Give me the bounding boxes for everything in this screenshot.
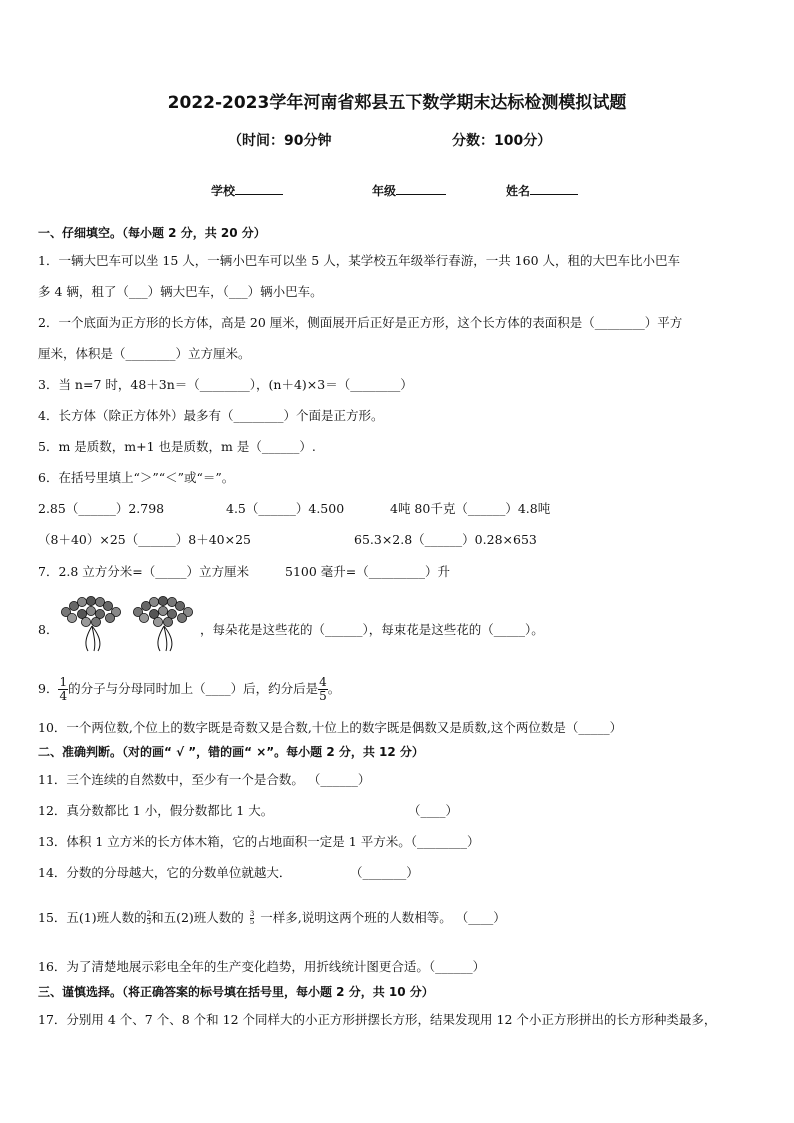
fraction-one-quarter: $\frac{1}{4}$ [59, 675, 68, 703]
question-6: 6．在括号里填上“＞”“＜”或“＝”。 [38, 470, 235, 485]
question-8-text: ，每朵花是这些花的（______），每束花是这些花的（_____）。 [200, 622, 544, 637]
question-7-part-a: 7．2.8 立方分米=（_____）立方厘米 [38, 564, 250, 579]
question-13: 13．体积 1 立方米的长方体木箱，它的占地面积一定是 1 平方米。（________） [38, 834, 480, 849]
question-3: 3．当 n=7 时，48＋3n＝（________），(n＋4)×3＝（________） [38, 377, 413, 392]
question-9: 9． $\frac{1}{4}$ 的分子与分母同时加上（____）后，约分后是 $\frac{4}{5}$ 。 [38, 675, 341, 703]
question-14: 14．分数的分母越大，它的分数单位就越大． [38, 865, 292, 880]
question-9-text: 的分子与分母同时加上（____）后，约分后是 [68, 681, 319, 696]
section-2-heading: 二、准确判断。（对的画“ √ ”，错的画“ ×”。每小题 2 分，共 12 分） [38, 745, 424, 759]
school-field[interactable]: 学校 [211, 182, 283, 199]
page-title: 2022-2023学年河南省郏县五下数学期末达标检测模拟试题 [167, 93, 627, 113]
question-6-item-b: 4.5（______）4.500 [226, 501, 345, 516]
question-1-line-2: 多 4 辆，租了（___）辆大巴车，（___）辆小巴车。 [38, 284, 323, 299]
question-7-part-b: 5100 毫升=（_________）升 [285, 564, 451, 579]
question-16: 16．为了清楚地展示彩电全年的生产变化趋势，用折线统计图更合适。（______） [38, 959, 486, 974]
exam-time: （时间：90分钟 [228, 133, 332, 149]
question-15: 15．五(1)班人数的 $\frac{2}{3}$ 和五(2)班人数的 $\frac{3}{5}$ 一样多,说明这两个班的人数相等。 （____） [38, 910, 506, 926]
question-2-line-2: 厘米，体积是（________）立方厘米。 [38, 346, 251, 361]
question-12-answer: （____） [408, 803, 459, 818]
name-field[interactable]: 姓名 [506, 182, 578, 199]
section-3-heading: 三、谨慎选择。（将正确答案的标号填在括号里，每小题 2 分，共 10 分） [38, 985, 434, 999]
question-12: 12．真分数都比 1 小，假分数都比 1 大。 [38, 803, 274, 818]
exam-score: 分数：100分） [452, 133, 552, 149]
question-1-line-1: 1．一辆大巴车可以坐 15 人，一辆小巴车可以坐 5 人，某学校五年级举行春游，一共 160 人，租的大巴车比小巴车 [38, 253, 681, 268]
question-6-item-e: 65.3×2.8（______）0.28×653 [354, 532, 537, 547]
question-6-item-d: （8＋40）×25（______）8＋40×25 [38, 532, 251, 547]
fraction-four-fifths: $\frac{4}{5}$ [319, 675, 327, 703]
question-10: 10．一个两位数,个位上的数字既是奇数又是合数,十位上的数字既是偶数又是质数,这个两位数是（_____） [38, 720, 623, 735]
question-4: 4．长方体（除正方体外）最多有（________）个面是正方形。 [38, 408, 384, 423]
question-6-item-c: 4吨 80千克（______）4.8吨 [390, 501, 551, 516]
question-8-number: 8． [38, 622, 59, 637]
flower-bouquet-icon [58, 596, 200, 654]
grade-field[interactable]: 年级 [372, 182, 446, 199]
fraction-two-thirds: $\frac{2}{3}$ [146, 910, 152, 926]
question-17: 17．分别用 4 个、7 个、8 个和 12 个同样大的小正方形拼摆长方形，结果发现用 12 个小正方形拼出的长方形种类最多， [38, 1012, 717, 1027]
section-1-heading: 一、仔细填空。（每小题 2 分，共 20 分） [38, 226, 266, 240]
fraction-three-fifths: $\frac{3}{5}$ [249, 910, 255, 926]
question-2-line-1: 2．一个底面为正方形的长方体，高是 20 厘米，侧面展开后正好是正方形，这个长方体的表面积是（________）平方 [38, 315, 683, 330]
question-14-answer: （_______） [350, 865, 419, 880]
question-11: 11．三个连续的自然数中，至少有一个是合数。 （______） [38, 772, 371, 787]
question-6-item-a: 2.85（______）2.798 [38, 501, 165, 516]
question-9-number: 9． [38, 681, 59, 696]
question-5: 5．m 是质数，m+1 也是质数，m 是（______）. [38, 439, 316, 454]
